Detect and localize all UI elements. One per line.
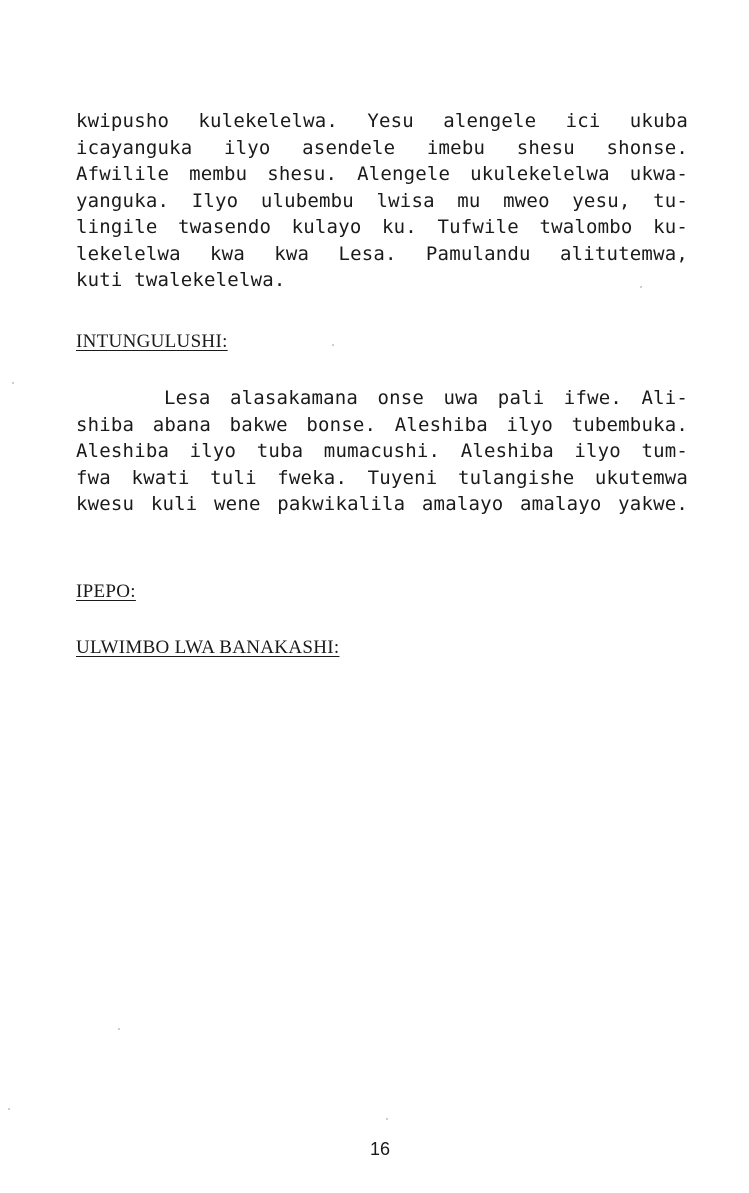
text-line: shiba abana bakwe bonse. Aleshiba ilyo tubembuka. xyxy=(76,413,688,436)
text-line: lingile twasendo kulayo ku. Tufwile twalombo ku- xyxy=(76,216,688,238)
scan-speck xyxy=(12,382,14,384)
heading-ipepo: IPEPO: xyxy=(76,581,136,602)
heading-ulwimbo: ULWIMBO LWA BANAKASHI: xyxy=(76,637,340,658)
paragraph-lesa xyxy=(76,385,688,518)
scan-speck xyxy=(332,344,334,346)
scan-speck xyxy=(8,1108,10,1110)
page-number: 16 xyxy=(370,1139,391,1159)
text-line: icayanguka ilyo asendele imebu shesu shonse. xyxy=(76,136,688,159)
text-line: kwesu kuli wene pakwikalila amalayo amalayo yakwe. xyxy=(76,493,688,515)
text-line: kuti twalekelelwa. xyxy=(76,269,286,291)
scan-speck xyxy=(118,1028,120,1030)
text-line: yanguka. Ilyo ulubembu lwisa mu mweo yesu, tu- xyxy=(76,189,688,212)
text-line: fwa kwati tuli fweka. Tuyeni tulangishe ukutemwa xyxy=(76,466,688,489)
text-line: Aleshiba ilyo tuba mumacushi. Aleshiba ilyo tum- xyxy=(76,440,688,462)
text-line: lekelelwa kwa kwa Lesa. Pamulandu alitutemwa, xyxy=(76,242,688,265)
text-line: Afwilile membu shesu. Alengele ukulekelelwa ukwa- xyxy=(76,163,688,185)
heading-intungulushi: INTUNGULUSHI: xyxy=(76,331,228,352)
scan-speck xyxy=(640,286,642,288)
paragraph-forgiveness xyxy=(76,108,688,294)
scan-speck xyxy=(386,1118,388,1120)
text-line: kwipusho kulekelelwa. Yesu alengele ici ukuba xyxy=(76,110,688,132)
text-line: Lesa alasakamana onse uwa pali ifwe. Ali- xyxy=(164,387,688,409)
